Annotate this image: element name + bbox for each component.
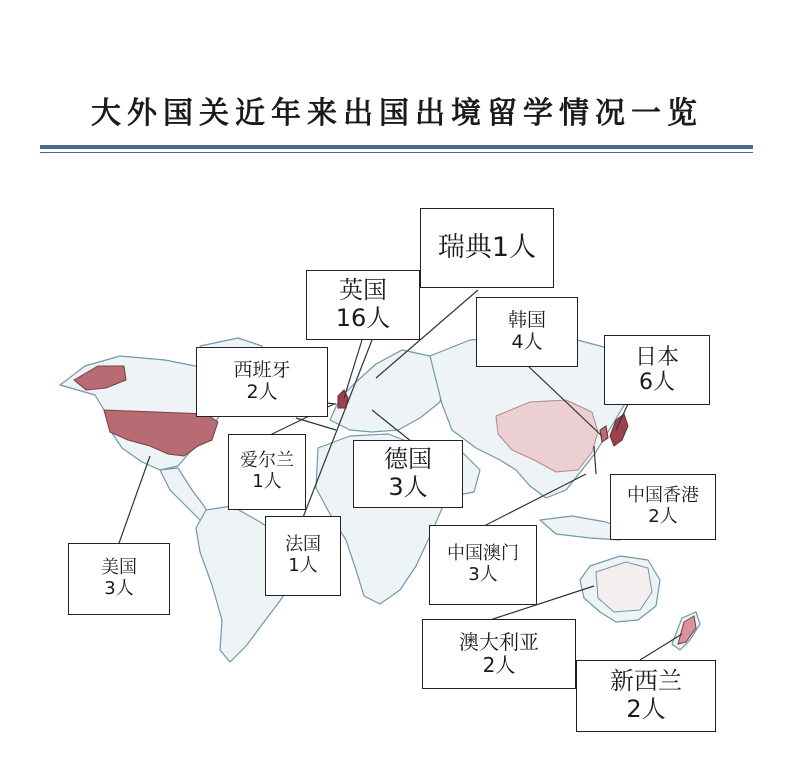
label-newzealand: 新西兰 2人 bbox=[576, 660, 716, 732]
label-france: 法国 1人 bbox=[265, 516, 341, 596]
label-japan: 日本 6人 bbox=[604, 335, 710, 405]
label-macau: 中国澳门 3人 bbox=[429, 525, 537, 605]
label-korea: 韩国 4人 bbox=[476, 297, 578, 367]
label-hongkong: 中国香港 2人 bbox=[610, 474, 716, 540]
label-sweden: 瑞典1人 bbox=[420, 208, 554, 288]
leader-usa bbox=[118, 456, 150, 546]
label-uk: 英国 16人 bbox=[306, 270, 420, 340]
europe bbox=[330, 350, 444, 432]
label-usa: 美国 3人 bbox=[68, 543, 170, 615]
page-title: 大外国关近年来出国出境留学情况一览 bbox=[91, 96, 703, 131]
label-spain: 西班牙 2人 bbox=[196, 347, 328, 417]
label-australia: 澳大利亚 2人 bbox=[422, 619, 576, 689]
label-ireland: 爱尔兰 1人 bbox=[228, 434, 306, 510]
label-germany: 德国 3人 bbox=[353, 440, 463, 508]
